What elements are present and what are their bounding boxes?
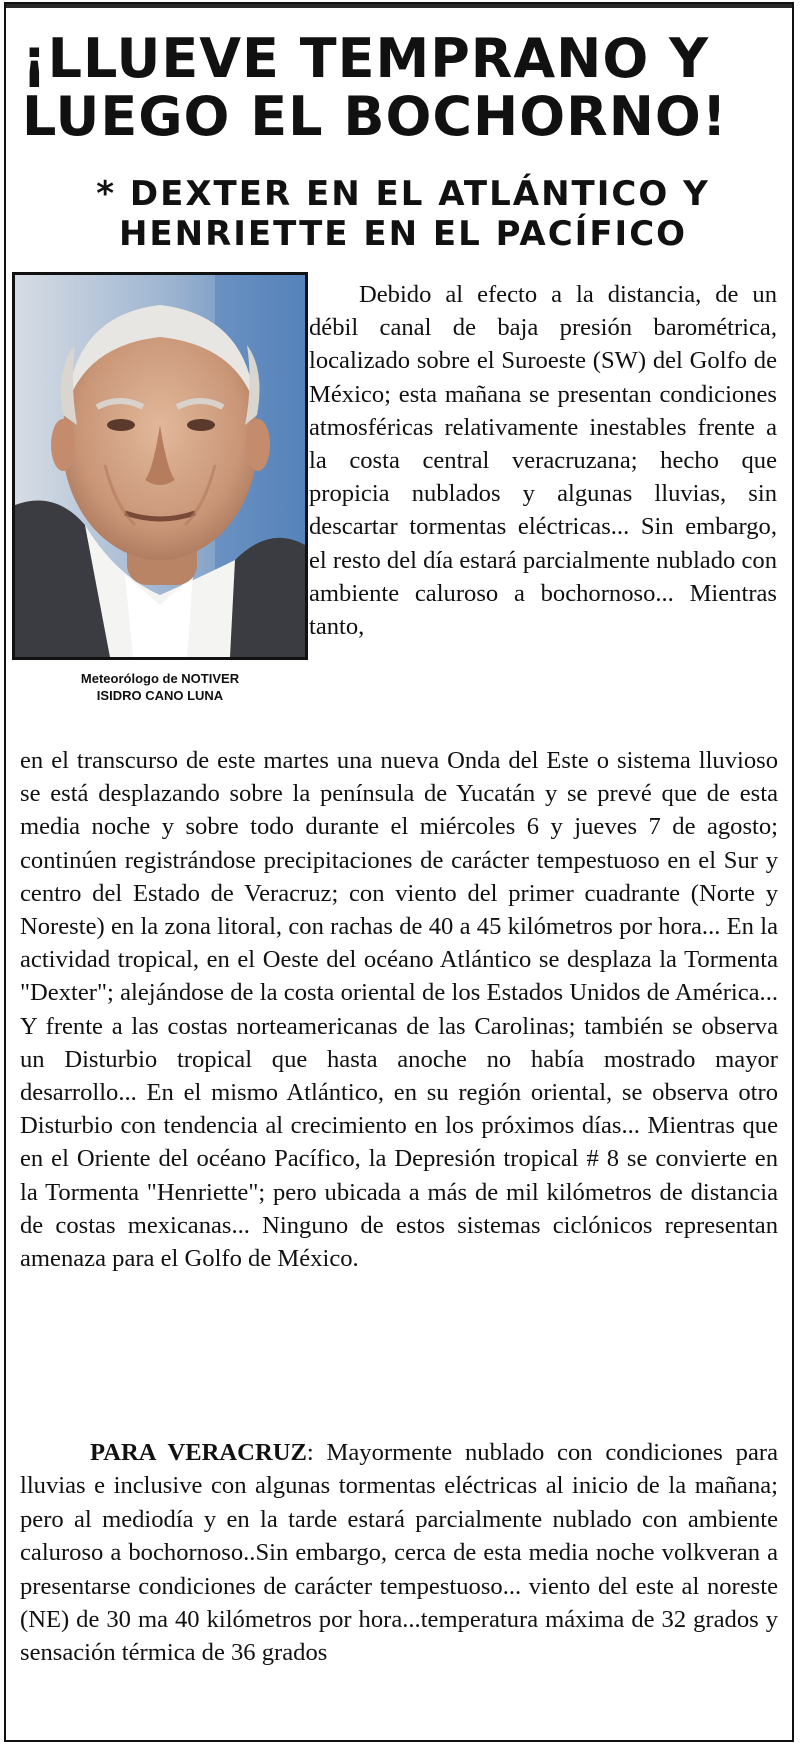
subhead-line-2: HENRIETTE EN EL PACÍFICO (118, 214, 688, 254)
body-paragraph-2 (20, 1436, 778, 1670)
portrait-photo (12, 272, 308, 660)
subheadline (20, 174, 786, 254)
body-paragraph-1-part-2: en el transcurso de este martes una nueva Onda del Este o sistema lluvioso se está desplazando sobre la península de Yucatán y se prevé que de esta media noche y sobre todo durante el miércoles 6 y jueves 7 de agosto; continúen registrándose precipitaciones de carácter tempestuoso en el Sur y centro del Estado de Veracruz; con viento del primer cuadrante (Norte y Noreste) en la zona litoral, con rachas de 40 a 45 kilómetros por hora... En la actividad tropical, en el Oeste del océano Atlántico se desplaza la Tormenta "Dexter"; alejándose de la costa oriental de los Estados Unidos de América... Y frente a las costas norteamericanas de las Carolinas; también se observa un Disturbio tropical que hasta anoche no había mostrado mayor desarrollo... En el mismo Atlántico, en su región oriental, se observa otro Disturbio con tendencia al crecimiento en los próximos días... Mientras que en el Oriente del océano Pacífico, la Depresión tropical # 8 se convierte en la Tormenta "Henriette"; pero ubicada a más de mil kilómetros de distancia de costas mexicanas... Ninguno de estos sistemas ciclónicos representan amenaza para el Golfo de México. (20, 747, 778, 1273)
subhead-line-1: * DEXTER EN EL ATLÁNTICO Y (96, 174, 710, 214)
headline-line-1: ¡LLUEVE TEMPRANO Y (22, 27, 710, 90)
caption-line-1: Meteorólogo de NOTIVER (80, 671, 240, 686)
top-rule (6, 4, 792, 8)
section-lead-veracruz: PARA VERACRUZ (90, 1439, 307, 1466)
photo-caption (20, 670, 300, 704)
headline (22, 27, 792, 148)
caption-line-2: ISIDRO CANO LUNA (96, 688, 224, 703)
veracruz-forecast-text: : Mayormente nublado con condiciones para lluvias e inclusive con algunas tormentas eléctricas al inicio de la mañana; pero al mediodía y en la tarde estará parcialmente nublado con ambiente caluroso a bochornoso..Sin embargo, cerca de esta media noche volkveran a presentarse condiciones de carácter tempestuoso... viento del este al noreste (NE) de 30 ma 40 kilómetros por hora...temperatura máxima de 32 grados y sensación térmica de 36 grados (20, 1439, 778, 1667)
portrait-photo-icon (15, 275, 305, 657)
body-paragraph-1-part-1: Debido al efecto a la distancia, de un débil canal de baja presión barométrica, localizado sobre el Suroeste (SW) del Golfo de México; esta mañana se presentan condiciones atmosféricas relativamente inestables frente a la costa central veracruzana; hecho que propicia nublados y algunas lluvias, sin descartar tormentas eléctricas... Sin embargo, el resto del día estará parcialmente nublado con ambiente caluroso a bochornoso... Mientras tanto, (309, 281, 777, 641)
headline-line-2: LUEGO EL BOCHORNO! (22, 85, 728, 148)
article-page (4, 2, 794, 1742)
